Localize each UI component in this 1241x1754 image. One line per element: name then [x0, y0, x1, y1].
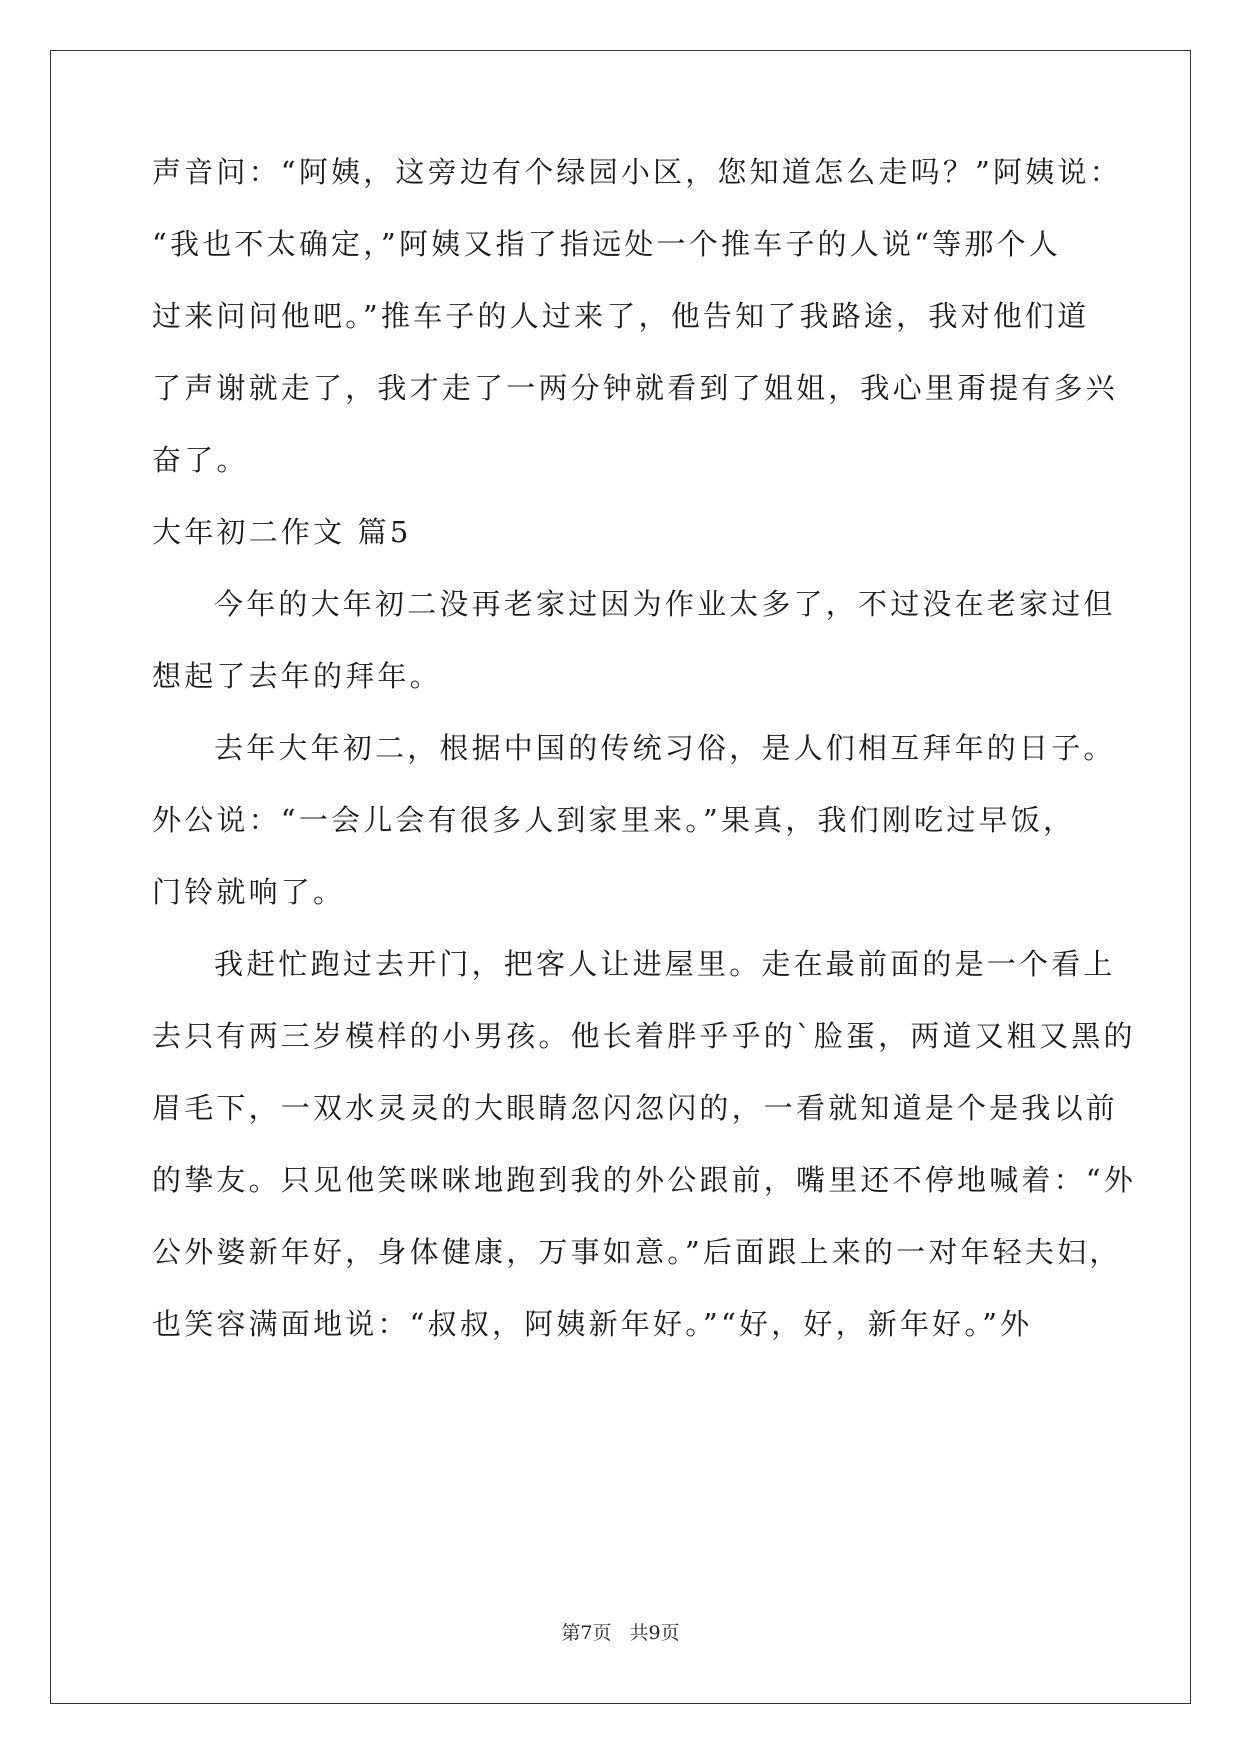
text-line: 声音问：“阿姨，这旁边有个绿园小区，您知道怎么走吗？”阿姨说： — [152, 155, 1122, 189]
text-line: 了声谢就走了，我才走了一两分钟就看到了姐姐，我心里甭提有多兴 — [152, 371, 1119, 405]
text-line: 今年的大年初二没再老家过因为作业太多了，不过没在老家过但 — [214, 587, 1116, 621]
page-total: 共9页 — [629, 1622, 680, 1644]
text-line: 公外婆新年好，身体健康，万事如意。”后面跟上来的一对年轻夫妇， — [152, 1235, 1122, 1269]
text-line: 眉毛下，一双水灵灵的大眼睛忽闪忽闪的，一看就知道是个是我以前 — [152, 1091, 1119, 1125]
section-heading: 大年初二作文 篇5 — [152, 515, 412, 549]
text-line: 也笑容满面地说：“叔叔，阿姨新年好。”“好，好，新年好。”外 — [152, 1307, 1033, 1341]
text-line: 过来问问他吧。”推车子的人过来了，他告知了我路途，我对他们道 — [152, 299, 1090, 333]
text-line: “我也不太确定，”阿姨又指了指远处一个推车子的人说“等那个人 — [152, 227, 1061, 261]
text-line: 去年大年初二，根据中国的传统习俗，是人们相互拜年的日子。 — [214, 731, 1116, 765]
text-line: 外公说：“一会儿会有很多人到家里来。”果真，我们刚吃过早饭， — [152, 803, 1076, 837]
text-line: 的挚友。只见他笑咪咪地跑到我的外公跟前，嘴里还不停地喊着：“外 — [152, 1163, 1137, 1197]
text-line: 去只有两三岁模样的小男孩。他长着胖乎乎的`脸蛋，两道又粗又黑的 — [152, 1019, 1136, 1053]
text-line: 门铃就响了。 — [152, 875, 346, 909]
text-line: 我赶忙跑过去开门，把客人让进屋里。走在最前面的是一个看上 — [214, 947, 1116, 981]
page-number: 第7页 — [561, 1622, 612, 1644]
text-line: 奋了。 — [152, 443, 249, 477]
page-footer — [0, 1618, 1241, 1645]
text-line: 想起了去年的拜年。 — [152, 659, 442, 693]
